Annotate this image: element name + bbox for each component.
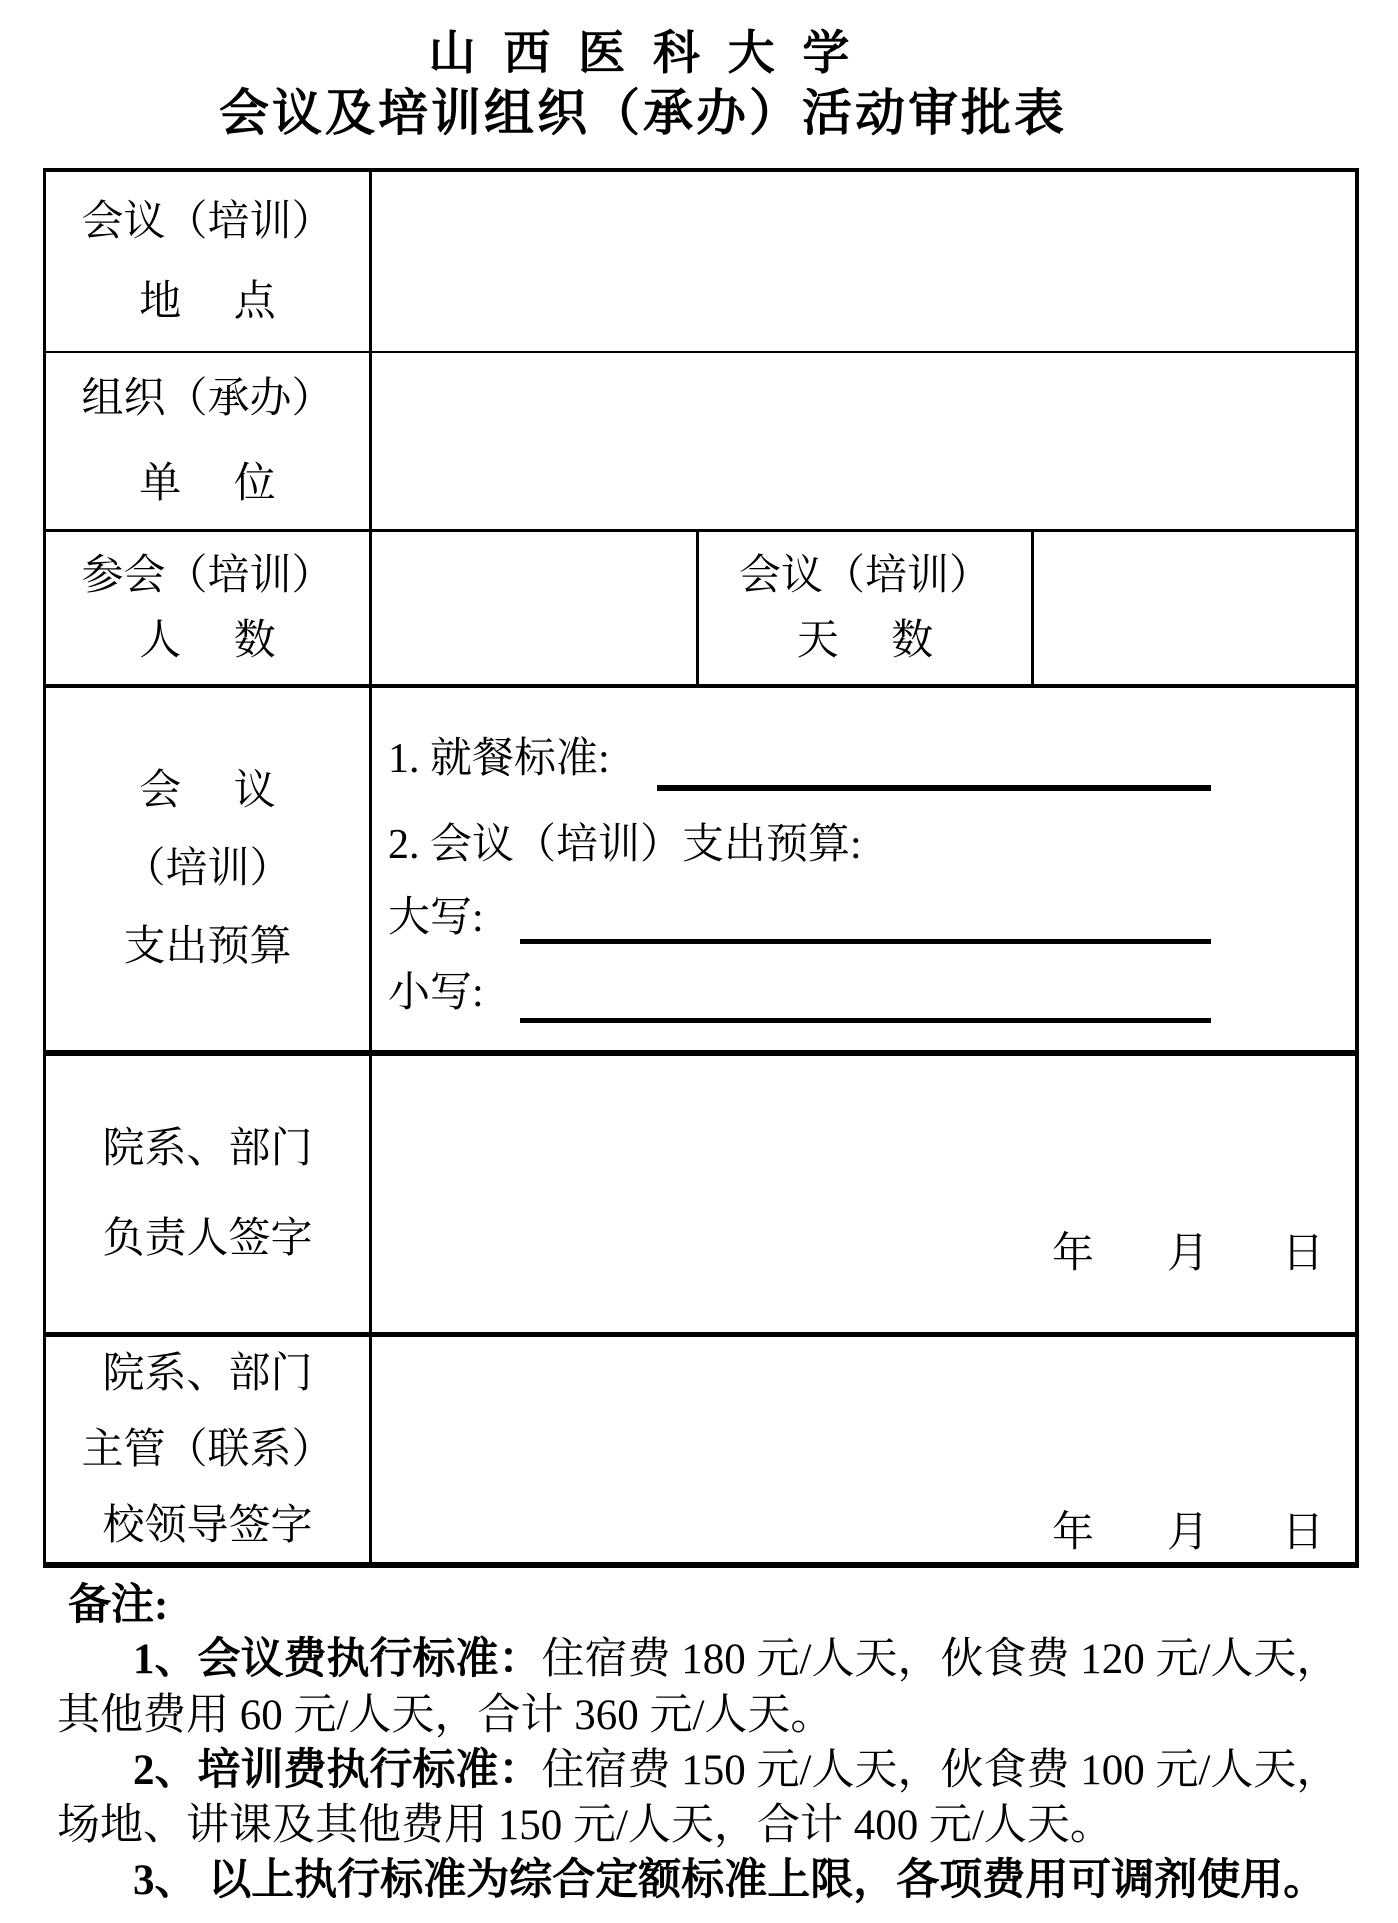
month-label: 月 (1166, 1510, 1209, 1556)
label-line: （培训） (123, 846, 292, 892)
day-label: 日 (1281, 1510, 1324, 1556)
label-line: 支出预算 (123, 924, 292, 970)
note-bold-text: 3、 以上执行标准为综合定额标准上限，各项费用可调剂使用。 (133, 1857, 1327, 1904)
label-line: 组织（承办） (81, 375, 334, 422)
label-line: 院系、部门 (102, 1126, 313, 1172)
note-item-3 (133, 1855, 1326, 1907)
year-label: 年 (1052, 1510, 1095, 1556)
label-line: 单 位 (139, 460, 276, 507)
month-label: 月 (1166, 1231, 1209, 1277)
dining-standard-underline (657, 785, 1211, 791)
label-school-leader-signature (46, 1337, 369, 1562)
participant-count-field (372, 532, 696, 684)
year-label: 年 (1052, 1231, 1095, 1277)
meeting-days-field (1034, 532, 1355, 684)
notes-heading: 备注: (68, 1582, 169, 1629)
label-line: 院系、部门 (102, 1350, 313, 1397)
label-expense-budget (46, 688, 369, 1050)
label-department-head-signature (46, 1056, 369, 1332)
amount-in-figures-label: 小写: (388, 970, 484, 1016)
approval-table (43, 168, 1359, 1568)
note-text: 住宿费 180 元/人天，伙食费 120 元/人天， (541, 1636, 1340, 1683)
label-line: 校领导签字 (102, 1502, 313, 1549)
label-line: 会 议 (139, 768, 276, 814)
note-item-1-cont (57, 1690, 833, 1742)
signature-date-row5 (1052, 1229, 1324, 1279)
label-line: 主管（联系） (81, 1426, 334, 1473)
form-title: 会议及培训组织（承办）活动审批表 (219, 85, 1067, 141)
dining-standard-label: 1. 就餐标准: (388, 736, 610, 782)
note-item-1 (133, 1634, 1339, 1686)
label-meeting-days (699, 532, 1031, 684)
budget-heading-label: 2. 会议（培训）支出预算: (388, 822, 862, 868)
university-title: 山 西 医 科 大 学 (428, 28, 858, 80)
meeting-location-field (372, 172, 1355, 351)
label-participant-count (46, 532, 369, 684)
organizing-unit-field (372, 353, 1355, 529)
amount-in-words-label: 大写: (388, 895, 484, 941)
amount-in-words-underline (520, 939, 1211, 944)
note-text: 场地、讲课及其他费用 150 元/人天，合计 400 元/人天。 (57, 1802, 1113, 1849)
label-line: 地 点 (139, 278, 276, 325)
note-item-2 (133, 1745, 1339, 1797)
amount-in-figures-underline (520, 1018, 1211, 1023)
note-bold-text: 1、会议费执行标准： (133, 1636, 542, 1683)
label-line: 会议（培训） (81, 198, 334, 245)
label-line: 天 数 (796, 617, 934, 664)
note-text: 其他费用 60 元/人天，合计 360 元/人天。 (57, 1692, 834, 1739)
note-text: 住宿费 150 元/人天，伙食费 100 元/人天， (541, 1747, 1340, 1794)
note-item-2-cont (57, 1800, 1113, 1852)
day-label: 日 (1281, 1231, 1324, 1277)
label-line: 参会（培训） (81, 552, 334, 599)
note-bold-text: 2、培训费执行标准： (133, 1747, 542, 1794)
department-head-signature-field (372, 1056, 1355, 1332)
signature-date-row6 (1052, 1508, 1324, 1558)
label-organizing-unit (46, 353, 369, 529)
label-meeting-location (46, 172, 369, 351)
label-line: 会议（培训） (738, 552, 991, 599)
label-line: 人 数 (139, 617, 276, 664)
label-line: 负责人签字 (102, 1216, 313, 1262)
